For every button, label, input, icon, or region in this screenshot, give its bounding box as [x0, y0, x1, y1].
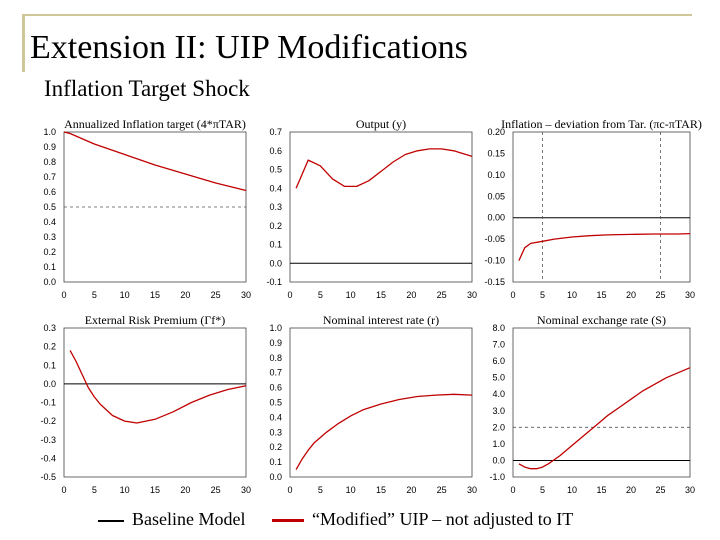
y-tick-label: 8.0: [492, 323, 505, 333]
y-tick-label: 0.7: [269, 127, 282, 137]
x-tick-label: 10: [566, 485, 578, 495]
x-tick-label: 20: [625, 485, 637, 495]
x-tick-label: 10: [345, 485, 356, 495]
y-tick-label: -0.4: [40, 453, 56, 464]
x-tick-label: 20: [180, 290, 191, 300]
y-tick-label: 0.00: [487, 212, 505, 223]
series-line-modified-uip: [519, 234, 690, 261]
y-tick-label: 6.0: [492, 356, 505, 367]
y-tick-label: -0.1: [266, 277, 282, 287]
chart-panel: [269, 313, 477, 495]
legend-modified-label: “Modified” UIP – not adjusted to IT: [312, 509, 574, 529]
y-tick-label: 0.0: [269, 258, 282, 269]
y-tick-label: 0.6: [269, 382, 282, 393]
x-tick-label: 15: [149, 485, 161, 495]
y-tick-label: 0.3: [269, 202, 282, 212]
y-tick-label: 0.4: [43, 217, 56, 227]
y-tick-label: 0.8: [43, 157, 56, 167]
y-tick-label: 0.5: [43, 202, 56, 212]
panel-title: Output (y): [355, 117, 407, 131]
x-tick-label: 5: [317, 290, 323, 300]
y-tick-label: 7.0: [492, 339, 505, 350]
x-tick-label: 5: [91, 290, 97, 300]
y-tick-label: 0.0: [43, 378, 56, 389]
x-tick-label: 10: [345, 290, 356, 300]
y-tick-label: 0.8: [269, 352, 282, 363]
x-tick-label: 30: [240, 290, 252, 300]
panel-title: Nominal exchange rate (S): [537, 313, 666, 327]
x-tick-label: 5: [91, 485, 97, 495]
y-tick-label: 0.4: [269, 412, 282, 423]
y-tick-label: 2.0: [492, 422, 505, 433]
y-tick-label: 0.9: [269, 337, 282, 348]
y-tick-label: 0.5: [269, 164, 282, 175]
x-tick-label: 0: [287, 290, 293, 300]
y-tick-label: 0.0: [492, 455, 505, 466]
legend-modified-swatch: [272, 519, 304, 522]
plot-frame: [64, 328, 246, 477]
chart-panel: [484, 117, 701, 300]
plot-frame: [513, 132, 690, 282]
x-tick-label: 30: [684, 485, 696, 495]
y-tick-label: 0.2: [269, 442, 282, 453]
y-tick-label: 0.3: [43, 232, 56, 242]
y-tick-label: 0.1: [43, 360, 56, 371]
x-tick-label: 30: [684, 290, 696, 300]
chart-panel: [43, 117, 251, 300]
y-tick-label: 0.10: [487, 169, 505, 180]
y-tick-label: -1.0: [489, 472, 505, 482]
y-tick-label: 0.1: [43, 262, 56, 272]
x-tick-label: 30: [466, 290, 478, 300]
x-tick-label: 0: [510, 485, 516, 495]
y-tick-label: 0.0: [43, 277, 56, 287]
x-tick-label: 20: [625, 290, 637, 300]
legend-baseline-swatch: [98, 520, 124, 522]
legend-baseline-label: Baseline Model: [132, 509, 246, 529]
series-line-modified-uip: [296, 394, 472, 469]
y-tick-label: 0.1: [269, 239, 282, 250]
slide-title: Extension II: UIP Modifications: [30, 29, 468, 66]
plot-frame: [290, 132, 472, 282]
chart-panel: [266, 117, 477, 300]
legend-baseline: [98, 508, 245, 530]
x-tick-label: 15: [596, 290, 607, 300]
y-tick-label: -0.1: [40, 397, 56, 408]
y-tick-label: 5.0: [492, 372, 505, 383]
panel-title: Nominal interest rate (r): [322, 313, 440, 327]
y-tick-label: 1.0: [269, 323, 282, 333]
x-tick-label: 20: [406, 485, 417, 495]
x-tick-label: 5: [317, 485, 323, 495]
series-line-modified-uip: [64, 132, 246, 191]
y-tick-label: 0.4: [269, 183, 282, 194]
y-tick-label: 0.7: [269, 367, 282, 378]
y-tick-label: 0.9: [43, 142, 56, 152]
x-tick-label: 25: [210, 290, 221, 300]
legend-modified: [272, 508, 573, 530]
series-line-modified-uip: [519, 368, 690, 469]
y-tick-label: 0.2: [269, 220, 282, 231]
series-line-modified-uip: [296, 149, 472, 188]
chart-panel: [489, 313, 695, 495]
x-tick-label: 30: [466, 485, 478, 495]
y-tick-label: -0.5: [40, 472, 56, 482]
x-tick-label: 25: [436, 485, 447, 495]
x-tick-label: 10: [119, 290, 130, 300]
y-tick-label: -0.15: [484, 277, 505, 287]
x-tick-label: 0: [61, 485, 67, 495]
y-tick-label: 0.05: [487, 191, 505, 202]
y-tick-label: 0.3: [269, 427, 282, 438]
plot-frame: [513, 328, 690, 477]
y-tick-label: 4.0: [492, 389, 505, 400]
x-tick-label: 0: [510, 290, 516, 300]
x-tick-label: 25: [436, 290, 447, 300]
y-tick-label: 0.6: [269, 145, 282, 156]
y-tick-label: 0.15: [487, 148, 505, 159]
y-tick-label: 0.0: [269, 472, 282, 482]
x-tick-label: 0: [287, 485, 293, 495]
y-tick-label: 3.0: [492, 405, 505, 416]
x-tick-label: 5: [539, 290, 546, 300]
panel-title: Inflation – deviation from Tar. (πc-πTAR): [501, 117, 702, 131]
x-tick-label: 25: [655, 290, 666, 300]
y-tick-label: -0.3: [40, 434, 56, 445]
y-tick-label: 0.20: [487, 127, 505, 137]
y-tick-label: 0.5: [269, 397, 282, 408]
y-tick-label: 0.7: [43, 172, 56, 182]
panel-title: Annualized Inflation target (4*πTAR): [64, 117, 246, 131]
chart-panel: [40, 313, 251, 495]
x-tick-label: 30: [240, 485, 252, 495]
plot-frame: [290, 328, 472, 477]
panel-title: External Risk Premium (Γf*): [84, 313, 226, 327]
y-tick-label: 0.3: [43, 323, 56, 333]
x-tick-label: 15: [375, 290, 387, 300]
y-tick-label: 0.1: [269, 457, 282, 468]
slide-subtitle: Inflation Target Shock: [44, 76, 250, 101]
x-tick-label: 25: [655, 485, 666, 495]
y-tick-label: -0.05: [484, 234, 505, 245]
y-tick-label: 0.6: [43, 187, 56, 197]
x-tick-label: 10: [119, 485, 130, 495]
x-tick-label: 20: [180, 485, 191, 495]
y-tick-label: 0.2: [43, 341, 56, 352]
x-tick-label: 15: [375, 485, 387, 495]
y-tick-label: -0.2: [40, 416, 56, 427]
x-tick-label: 10: [566, 290, 578, 300]
x-tick-label: 25: [210, 485, 221, 495]
y-tick-label: 0.2: [43, 247, 56, 257]
x-tick-label: 5: [539, 485, 546, 495]
x-tick-label: 0: [61, 290, 67, 300]
y-tick-label: 1.0: [492, 438, 505, 449]
y-tick-label: 1.0: [43, 127, 56, 137]
x-tick-label: 15: [596, 485, 607, 495]
y-tick-label: -0.10: [484, 255, 505, 266]
x-tick-label: 20: [406, 290, 417, 300]
series-line-modified-uip: [70, 350, 246, 423]
x-tick-label: 15: [149, 290, 161, 300]
